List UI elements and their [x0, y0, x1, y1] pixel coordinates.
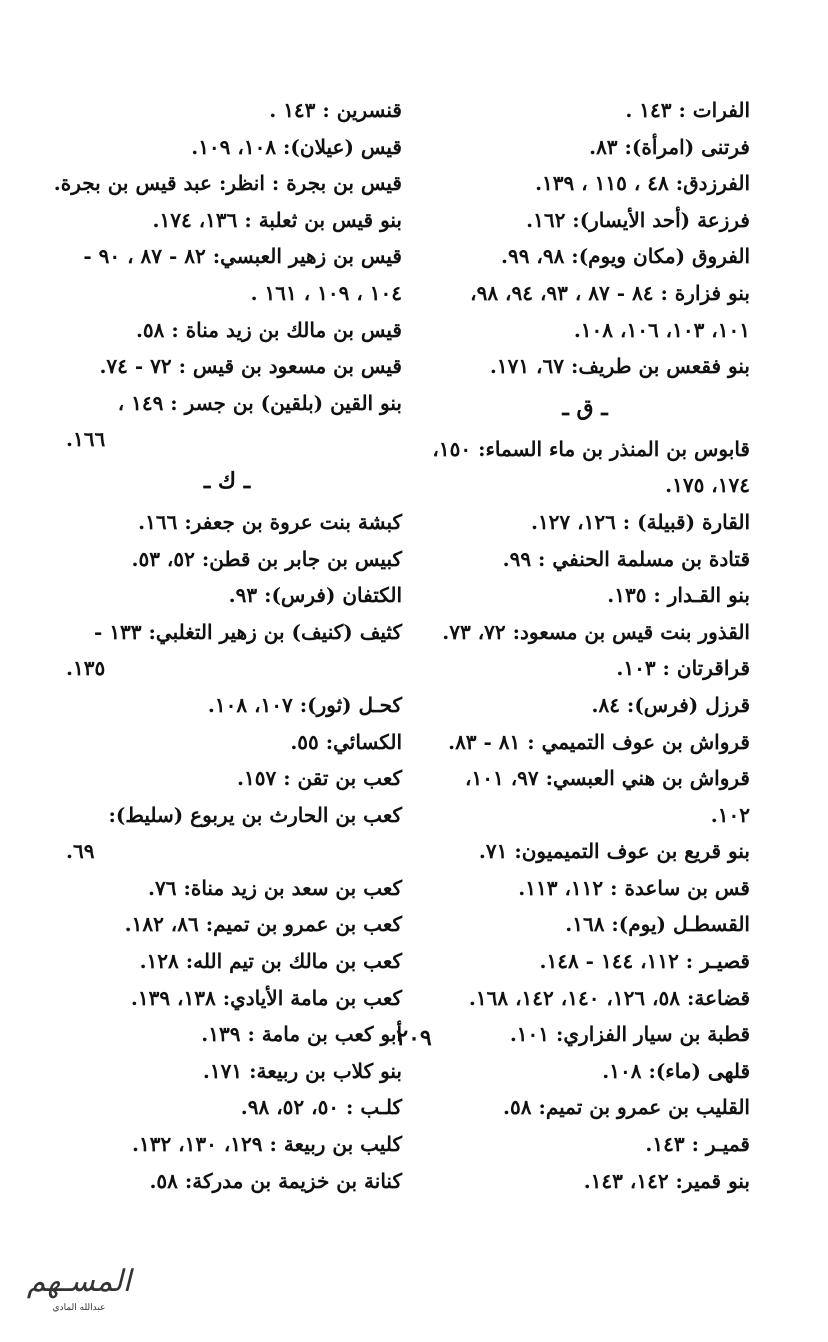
- index-entry: قابوس بن المنذر بن ماء السماء: ١٥٠،: [432, 436, 750, 461]
- index-entry: الكتفان (فرس): ٩٣.: [228, 583, 402, 608]
- index-entry-continuation: ١٣٥.: [66, 656, 106, 681]
- index-entry: بنو فزارة : ٨٤ - ٨٧ ، ٩٣، ٩٤، ٩٨،: [470, 280, 750, 305]
- index-entry: قميـر : ١٤٣.: [645, 1132, 750, 1157]
- index-entry: قصيـر : ١١٢، ١٤٤ - ١٤٨.: [539, 949, 750, 974]
- section-heading: ـ ق ـ: [562, 394, 608, 421]
- index-entry: قتادة بن مسلمة الحنفي : ٩٩.: [502, 546, 750, 571]
- index-entry: الكسائي: ٥٥.: [290, 729, 402, 754]
- index-entry: بنو كلاب بن ربيعة: ١٧١.: [202, 1058, 402, 1083]
- index-entry: بنو قمير: ١٤٢، ١٤٣.: [583, 1168, 750, 1193]
- index-entry-continuation: ١٧٤، ١٧٥.: [665, 473, 750, 498]
- index-entry: القليب بن عمرو بن تميم: ٥٨.: [503, 1095, 750, 1120]
- index-entry: قيس بن زهير العبسي: ٨٢ - ٨٧ ، ٩٠ -: [83, 244, 402, 269]
- index-entry: كحـل (ثور): ١٠٧، ١٠٨.: [207, 692, 402, 717]
- index-entry: كعب بن مالك بن تيم الله: ١٢٨.: [139, 949, 402, 974]
- index-entry-continuation: ١٠٢.: [710, 802, 750, 827]
- page-number: ٢٠٩: [396, 1025, 432, 1051]
- stamp-signature: المسـهم: [26, 1264, 132, 1299]
- index-entry: كلـب : ٥٠، ٥٢، ٩٨.: [240, 1095, 402, 1120]
- index-entry-continuation: ١٠١، ١٠٣، ١٠٦، ١٠٨.: [573, 317, 750, 342]
- library-stamp: [14, 1262, 144, 1328]
- index-entry: بنو القـدار : ١٣٥.: [607, 583, 750, 608]
- index-entry: قيس بن مالك بن زيد مناة : ٥٨.: [135, 317, 402, 342]
- index-entry: كبيس بن جابر بن قطن: ٥٢، ٥٣.: [131, 546, 402, 571]
- index-entry: القسطـل (يوم): ١٦٨.: [565, 912, 750, 937]
- index-entry: الفرزدق: ٤٨ ، ١١٥ ، ١٣٩.: [535, 171, 750, 196]
- index-entry: بنو قيس بن ثعلبة : ١٣٦، ١٧٤.: [152, 207, 402, 232]
- index-entry: قطبة بن سيار الفزاري: ١٠١.: [509, 1022, 750, 1047]
- index-entry: كعب بن تقن : ١٥٧.: [237, 766, 402, 791]
- section-heading: ـ ك ـ: [203, 467, 251, 494]
- index-entry: القذور بنت قيس بن مسعود: ٧٢، ٧٣.: [442, 619, 750, 644]
- index-entry: قيس بن مسعود بن قيس : ٧٢ - ٧٤.: [99, 354, 402, 379]
- index-entry: فرزعة (أحد الأيسار): ١٦٢.: [526, 207, 750, 232]
- index-entry: قنسرين : ١٤٣ .: [269, 98, 402, 122]
- index-entry: الفرات : ١٤٣ .: [625, 98, 750, 122]
- index-entry-continuation: ١٠٤ ، ١٠٩ ، ١٦١ .: [250, 280, 402, 305]
- index-entry: بنو قريع بن عوف التميميون: ٧١.: [478, 839, 750, 864]
- index-entry: قضاعة: ٥٨، ١٢٦، ١٤٠، ١٤٢، ١٦٨.: [468, 985, 750, 1010]
- index-entry: كعب بن عمرو بن تميم: ٨٦، ١٨٢.: [124, 912, 402, 937]
- index-entry: قيس بن بجرة : انظر: عبد قيس بن بجرة.: [53, 171, 402, 196]
- index-entry-continuation: ٦٩.: [66, 839, 95, 864]
- index-entry: كليب بن ربيعة : ١٢٩، ١٣٠، ١٣٢.: [132, 1132, 402, 1157]
- index-entry: قرزل (فرس): ٨٤.: [591, 692, 750, 717]
- index-entry: بنو القين (بلقين) بن جسر : ١٤٩ ،: [117, 390, 402, 415]
- index-entry: قيس (عيلان): ١٠٨، ١٠٩.: [191, 134, 402, 159]
- index-entry: كثيف (كنيف) بن زهير التغلبي: ١٣٣ -: [94, 619, 402, 644]
- index-entry: قس بن ساعدة : ١١٢، ١١٣.: [518, 875, 750, 900]
- index-entry: كعب بن مامة الأيادي: ١٣٨، ١٣٩.: [130, 985, 402, 1010]
- index-entry: قرواش بن هني العبسي: ٩٧، ١٠١،: [465, 766, 750, 791]
- index-entry: بنو فقعس بن طريف: ٦٧، ١٧١.: [489, 354, 750, 379]
- index-entry: كعب بن سعد بن زيد مناة: ٧٦.: [148, 875, 402, 900]
- index-entry-continuation: ١٦٦.: [66, 427, 106, 452]
- index-entry: كعب بن الحارث بن يربوع (سليط):: [108, 802, 402, 827]
- index-entry: أبو كعب بن مامة : ١٣٩.: [201, 1022, 402, 1047]
- index-entry: كنانة بن خزيمة بن مدركة: ٥٨.: [149, 1168, 402, 1193]
- index-entry: كبشة بنت عروة بن جعفر: ١٦٦.: [138, 509, 402, 534]
- index-entry: القارة (قبيلة) : ١٢٦، ١٢٧.: [530, 509, 750, 534]
- index-entry: قرواش بن عوف التميمي : ٨١ - ٨٣.: [448, 729, 750, 754]
- index-entry: فرتنى (امرأة): ٨٣.: [589, 134, 750, 159]
- stamp-caption: عبدالله المادي: [52, 1303, 106, 1313]
- index-entry: قراقرتان : ١٠٣.: [616, 656, 750, 681]
- index-entry: قلهى (ماء): ١٠٨.: [602, 1058, 750, 1083]
- index-entry: الفروق (مكان ويوم): ٩٨، ٩٩.: [500, 244, 750, 269]
